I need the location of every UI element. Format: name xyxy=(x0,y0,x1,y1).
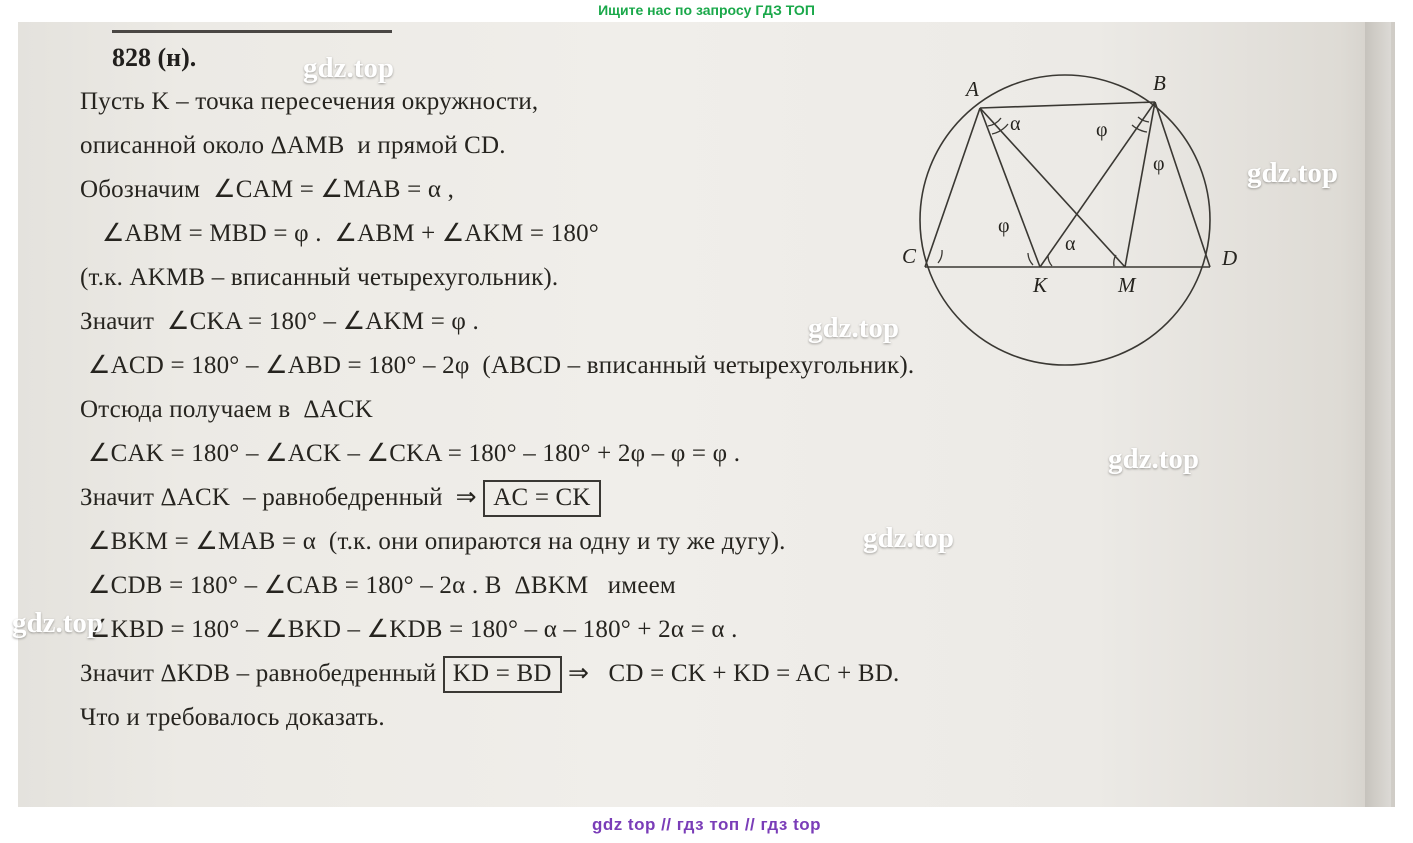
solution-line: ∠BKM = ∠MAB = α (т.к. они опираются на одну и ту же дугу). xyxy=(88,528,786,555)
solution-line-tail: ⇒ CD = CK + KD = AC + BD. xyxy=(568,660,900,687)
solution-line: Отсюда получаем в ΔACK xyxy=(80,396,373,423)
geometry-figure-svg xyxy=(900,60,1260,380)
watermark: gdz.top xyxy=(808,312,900,344)
label-K: K xyxy=(1033,273,1048,297)
solution-line: ∠KBD = 180° – ∠BKD – ∠KDB = 180° – α – 180° + 2α = α . xyxy=(88,616,738,643)
watermark: gdz.top xyxy=(1108,443,1200,475)
segment-BD xyxy=(1155,102,1210,267)
solution-line-text: Значит ΔACK – равнобедренный ⇒ xyxy=(80,484,477,511)
header-rule xyxy=(112,30,392,33)
geometry-figure xyxy=(900,60,1260,380)
angle-arc-C xyxy=(938,250,942,263)
solution-line-with-box xyxy=(80,476,1310,520)
label-A: A xyxy=(966,77,979,101)
page-right-margin xyxy=(1395,22,1413,807)
solution-line: ∠ACD = 180° – ∠ABD = 180° – 2φ (ABCD – вписанный четырехугольник). xyxy=(88,352,915,379)
boxed-result-1: AC = CK xyxy=(483,480,600,517)
solution-line: (т.к. AKMB – вписанный четырехугольник). xyxy=(80,264,559,291)
angle-arc-K1 xyxy=(1028,253,1033,265)
angle-arc-K2 xyxy=(1048,256,1052,266)
solution-line: ∠CAK = 180° – ∠ACK – ∠CKA = 180° – 180° + 2φ – φ = φ . xyxy=(88,440,741,467)
solution-line: ∠ABM = MBD = φ . ∠ABM + ∠AKM = 180° xyxy=(102,220,599,247)
label-alpha-mid: α xyxy=(1065,233,1076,255)
solution-line: ∠CDB = 180° – ∠CAB = 180° – 2α . В ΔBKM имеем xyxy=(88,572,676,599)
top-promo-banner: Ищите нас по запросу ГДЗ ТОП xyxy=(0,0,1413,22)
watermark: gdz.top xyxy=(12,607,104,639)
segment-AB xyxy=(980,102,1155,108)
label-D: D xyxy=(1222,246,1238,270)
angle-arc-M xyxy=(1114,255,1116,266)
label-phi-top: φ xyxy=(1096,119,1108,141)
solution-line: Что и требовалось доказать. xyxy=(80,704,385,731)
label-M: M xyxy=(1118,273,1136,297)
solution-line: Значит ∠CKA = 180° – ∠AKM = φ . xyxy=(80,308,479,335)
segment-BM xyxy=(1125,102,1155,267)
page-left-margin xyxy=(0,22,18,807)
solution-line-text: Значит ΔKDB – равнобедренный xyxy=(80,660,437,687)
boxed-result-2: KD = BD xyxy=(443,656,562,693)
segment-AC xyxy=(925,108,980,267)
label-B: B xyxy=(1153,71,1166,95)
solution-line: описанной около ΔAMB и прямой CD. xyxy=(80,132,506,159)
label-phi-right: φ xyxy=(1153,153,1165,175)
solution-line-with-box xyxy=(80,652,1310,696)
label-alpha-top: α xyxy=(1010,113,1021,135)
solution-line: Пусть K – точка пересечения окружности, xyxy=(80,88,539,115)
watermark: gdz.top xyxy=(863,522,955,554)
label-C: C xyxy=(902,244,917,268)
watermark: gdz.top xyxy=(303,52,395,84)
task-number: 828 (н). xyxy=(112,43,197,72)
watermark: gdz.top xyxy=(1247,157,1339,189)
solution-line: Обозначим ∠CAM = ∠MAB = α , xyxy=(80,176,455,203)
bottom-promo-banner: gdz top // гдз топ // гдз top xyxy=(0,807,1413,843)
book-spine-shadow xyxy=(1365,18,1391,825)
label-phi-left: φ xyxy=(998,215,1010,237)
circumscribed-circle xyxy=(920,75,1210,365)
